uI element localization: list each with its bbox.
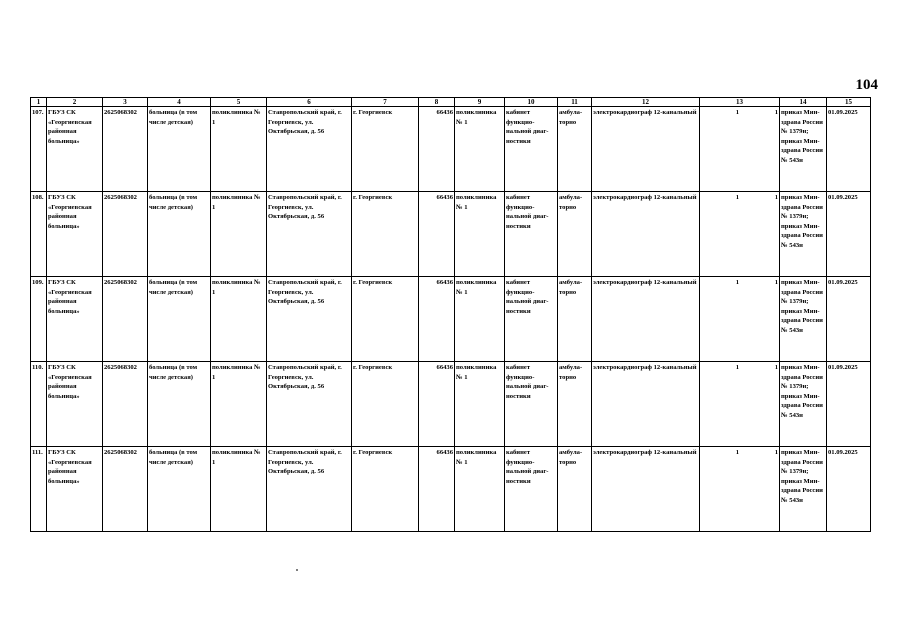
cell-address: Ставропольский край, г. Георгиевск, ул. Октябрьская, д. 56 — [267, 277, 352, 362]
cell-subdivision: поликлиника № 1 — [211, 277, 267, 362]
column-header: 11 — [558, 98, 592, 107]
cell-branch: поликлиника № 1 — [455, 107, 505, 192]
cell-oktmo: 66436 — [419, 362, 455, 447]
column-header: 12 — [592, 98, 700, 107]
cell-equipment-name: электрокардиограф 12-канальный — [592, 447, 700, 532]
cell-branch: поликлиника № 1 — [455, 447, 505, 532]
cell-cabinet: кабинет функцио-нальной диаг-ностики — [505, 192, 558, 277]
cell-quantity — [700, 192, 780, 277]
cell-row-number: 109. — [31, 277, 47, 362]
cell-organization-name: ГБУЗ СК «Георгиевская районная больница» — [47, 192, 103, 277]
quantity-actual: 1 — [774, 194, 778, 201]
column-header: 15 — [827, 98, 871, 107]
table-body — [31, 107, 871, 532]
cell-date: 01.09.2025 — [827, 277, 871, 362]
column-header: 5 — [211, 98, 267, 107]
cell-inn: 2625068302 — [103, 362, 148, 447]
cell-oktmo: 66436 — [419, 107, 455, 192]
quantity-planned: 1 — [735, 364, 739, 371]
cell-date: 01.09.2025 — [827, 447, 871, 532]
quantity-actual: 1 — [774, 109, 778, 116]
cell-quantity — [700, 277, 780, 362]
cell-regulation: приказ Мин-здрава России № 1379н; приказ Мин-здрава России № 543н — [780, 277, 827, 362]
cell-inn: 2625068302 — [103, 277, 148, 362]
table-row — [31, 362, 871, 447]
cell-subdivision: поликлиника № 1 — [211, 107, 267, 192]
quantity-planned: 1 — [735, 449, 739, 456]
cell-locality: г. Георгиевск — [352, 447, 419, 532]
cell-quantity — [700, 362, 780, 447]
quantity-planned: 1 — [735, 109, 739, 116]
page-number: 104 — [855, 77, 878, 93]
cell-organization-type: больница (в том числе детская) — [148, 107, 211, 192]
cell-row-number: 111. — [31, 447, 47, 532]
cell-inn: 2625068302 — [103, 447, 148, 532]
cell-organization-name: ГБУЗ СК «Георгиевская районная больница» — [47, 447, 103, 532]
column-header: 14 — [780, 98, 827, 107]
cell-row-number: 107. — [31, 107, 47, 192]
cell-organization-type: больница (в том числе детская) — [148, 362, 211, 447]
column-header: 4 — [148, 98, 211, 107]
cell-organization-type: больница (в том числе детская) — [148, 192, 211, 277]
cell-organization-name: ГБУЗ СК «Георгиевская районная больница» — [47, 277, 103, 362]
cell-date: 01.09.2025 — [827, 192, 871, 277]
cell-regulation: приказ Мин-здрава России № 1379н; приказ Мин-здрава России № 543н — [780, 447, 827, 532]
column-header: 8 — [419, 98, 455, 107]
cell-branch: поликлиника № 1 — [455, 192, 505, 277]
cell-care-conditions: амбула-торно — [558, 362, 592, 447]
cell-oktmo: 66436 — [419, 277, 455, 362]
cell-oktmo: 66436 — [419, 192, 455, 277]
cell-regulation: приказ Мин-здрава России № 1379н; приказ Мин-здрава России № 543н — [780, 362, 827, 447]
quantity-actual: 1 — [774, 364, 778, 371]
cell-locality: г. Георгиевск — [352, 192, 419, 277]
cell-locality: г. Георгиевск — [352, 277, 419, 362]
cell-equipment-name: электрокардиограф 12-канальный — [592, 277, 700, 362]
column-header: 9 — [455, 98, 505, 107]
cell-care-conditions: амбула-торно — [558, 107, 592, 192]
cell-subdivision: поликлиника № 1 — [211, 362, 267, 447]
cell-cabinet: кабинет функцио-нальной диаг-ностики — [505, 447, 558, 532]
cell-inn: 2625068302 — [103, 107, 148, 192]
cell-branch: поликлиника № 1 — [455, 362, 505, 447]
cell-organization-type: больница (в том числе детская) — [148, 447, 211, 532]
cell-row-number: 110. — [31, 362, 47, 447]
column-header: 7 — [352, 98, 419, 107]
cell-equipment-name: электрокардиограф 12-канальный — [592, 192, 700, 277]
cell-quantity — [700, 447, 780, 532]
cell-inn: 2625068302 — [103, 192, 148, 277]
cell-organization-name: ГБУЗ СК «Георгиевская районная больница» — [47, 362, 103, 447]
quantity-actual: 1 — [774, 449, 778, 456]
cell-address: Ставропольский край, г. Георгиевск, ул. Октябрьская, д. 56 — [267, 107, 352, 192]
quantity-planned: 1 — [735, 279, 739, 286]
quantity-actual: 1 — [774, 279, 778, 286]
column-header: 6 — [267, 98, 352, 107]
cell-equipment-name: электрокардиограф 12-канальный — [592, 362, 700, 447]
cell-locality: г. Георгиевск — [352, 362, 419, 447]
cell-locality: г. Георгиевск — [352, 107, 419, 192]
column-header: 3 — [103, 98, 148, 107]
cell-care-conditions: амбула-торно — [558, 447, 592, 532]
registry-table — [30, 97, 871, 532]
cell-cabinet: кабинет функцио-нальной диаг-ностики — [505, 107, 558, 192]
cell-date: 01.09.2025 — [827, 107, 871, 192]
cell-row-number: 108. — [31, 192, 47, 277]
cell-address: Ставропольский край, г. Георгиевск, ул. Октябрьская, д. 56 — [267, 192, 352, 277]
cell-equipment-name: электрокардиограф 12-канальный — [592, 107, 700, 192]
cell-organization-type: больница (в том числе детская) — [148, 277, 211, 362]
table-row — [31, 192, 871, 277]
cell-address: Ставропольский край, г. Георгиевск, ул. Октябрьская, д. 56 — [267, 447, 352, 532]
table-row — [31, 277, 871, 362]
cell-cabinet: кабинет функцио-нальной диаг-ностики — [505, 277, 558, 362]
column-header: 13 — [700, 98, 780, 107]
cell-address: Ставропольский край, г. Георгиевск, ул. Октябрьская, д. 56 — [267, 362, 352, 447]
cell-regulation: приказ Мин-здрава России № 1379н; приказ Мин-здрава России № 543н — [780, 192, 827, 277]
cell-organization-name: ГБУЗ СК «Георгиевская районная больница» — [47, 107, 103, 192]
table-row — [31, 107, 871, 192]
cell-care-conditions: амбула-торно — [558, 192, 592, 277]
cell-care-conditions: амбула-торно — [558, 277, 592, 362]
cell-quantity — [700, 107, 780, 192]
cell-date: 01.09.2025 — [827, 362, 871, 447]
column-header: 2 — [47, 98, 103, 107]
header-row — [31, 98, 871, 107]
column-header: 10 — [505, 98, 558, 107]
cell-regulation: приказ Мин-здрава России № 1379н; приказ Мин-здрава России № 543н — [780, 107, 827, 192]
scan-speck — [296, 569, 298, 571]
table-row — [31, 447, 871, 532]
cell-subdivision: поликлиника № 1 — [211, 192, 267, 277]
quantity-planned: 1 — [735, 194, 739, 201]
cell-cabinet: кабинет функцио-нальной диаг-ностики — [505, 362, 558, 447]
cell-branch: поликлиника № 1 — [455, 277, 505, 362]
column-header: 1 — [31, 98, 47, 107]
cell-oktmo: 66436 — [419, 447, 455, 532]
cell-subdivision: поликлиника № 1 — [211, 447, 267, 532]
